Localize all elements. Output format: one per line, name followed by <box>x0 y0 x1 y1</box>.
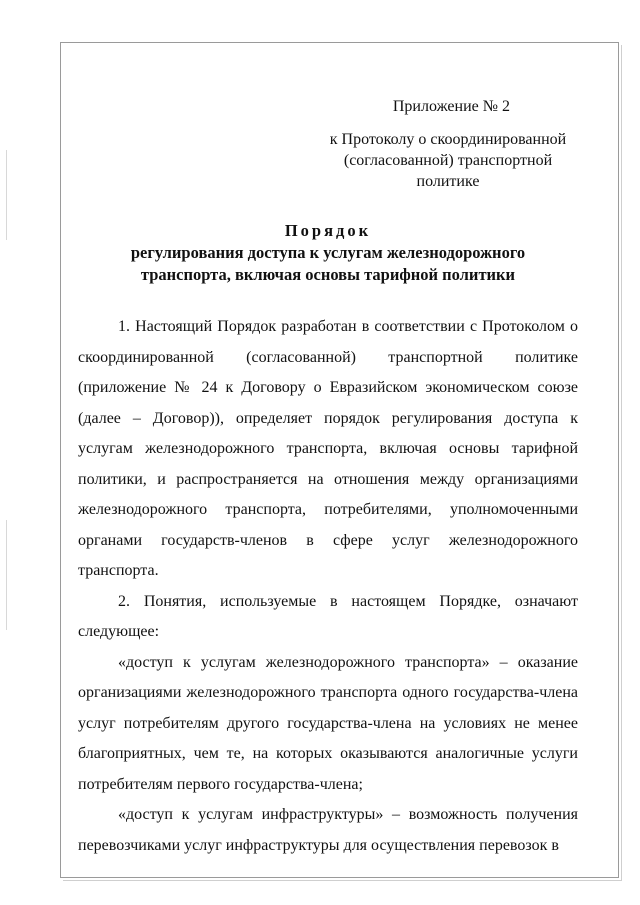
appendix-header <box>318 96 578 192</box>
scan-edge-mark-bottom <box>6 520 7 630</box>
appendix-line: (согласованной) транспортной <box>343 152 553 169</box>
document-title <box>78 220 578 286</box>
appendix-line: к Протоколу о скоординированной <box>329 131 567 148</box>
paragraph: «доступ к услугам инфраструктуры» – возможность получения перевозчиками услуг инфраструктуры для осуществления перевозок в <box>78 806 578 854</box>
appendix-line: политике <box>416 173 480 190</box>
title-line-sub: регулирования доступа к услугам железнодорожного <box>130 243 526 262</box>
paragraph: «доступ к услугам железнодорожного транспорта» – оказание организациями железнодорожного транспорта одного государства-члена услуг потребителям другого государства-члена на условиях не менее благоприятных, чем те, на которых оказываются аналогичные услуги потребителям первого государства-члена; <box>78 653 578 793</box>
appendix-number: Приложение № 2 <box>392 98 510 115</box>
paragraph: 1. Настоящий Порядок разработан в соответствии с Протоколом о скоординированной (согласованной) транспортной политике (приложение № 24 к Договору о Евразийском экономическом союзе (далее – Договор)), определяет порядок регулирования доступа к услугам железнодорожного транспорта, включая основы тарифной политики, и распространяется на отношения между организациями железнодорожного транспорта, потребителями, уполномоченными органами государств-членов в сфере услуг железнодорожного транспорта. <box>78 318 578 579</box>
paragraph: 2. Понятия, используемые в настоящем Порядке, означают следующее: <box>78 592 578 640</box>
scan-edge-mark-top <box>6 150 7 240</box>
title-line-main: Порядок <box>284 221 372 240</box>
document-body <box>78 312 578 861</box>
title-line-sub: транспорта, включая основы тарифной политики <box>140 265 516 284</box>
